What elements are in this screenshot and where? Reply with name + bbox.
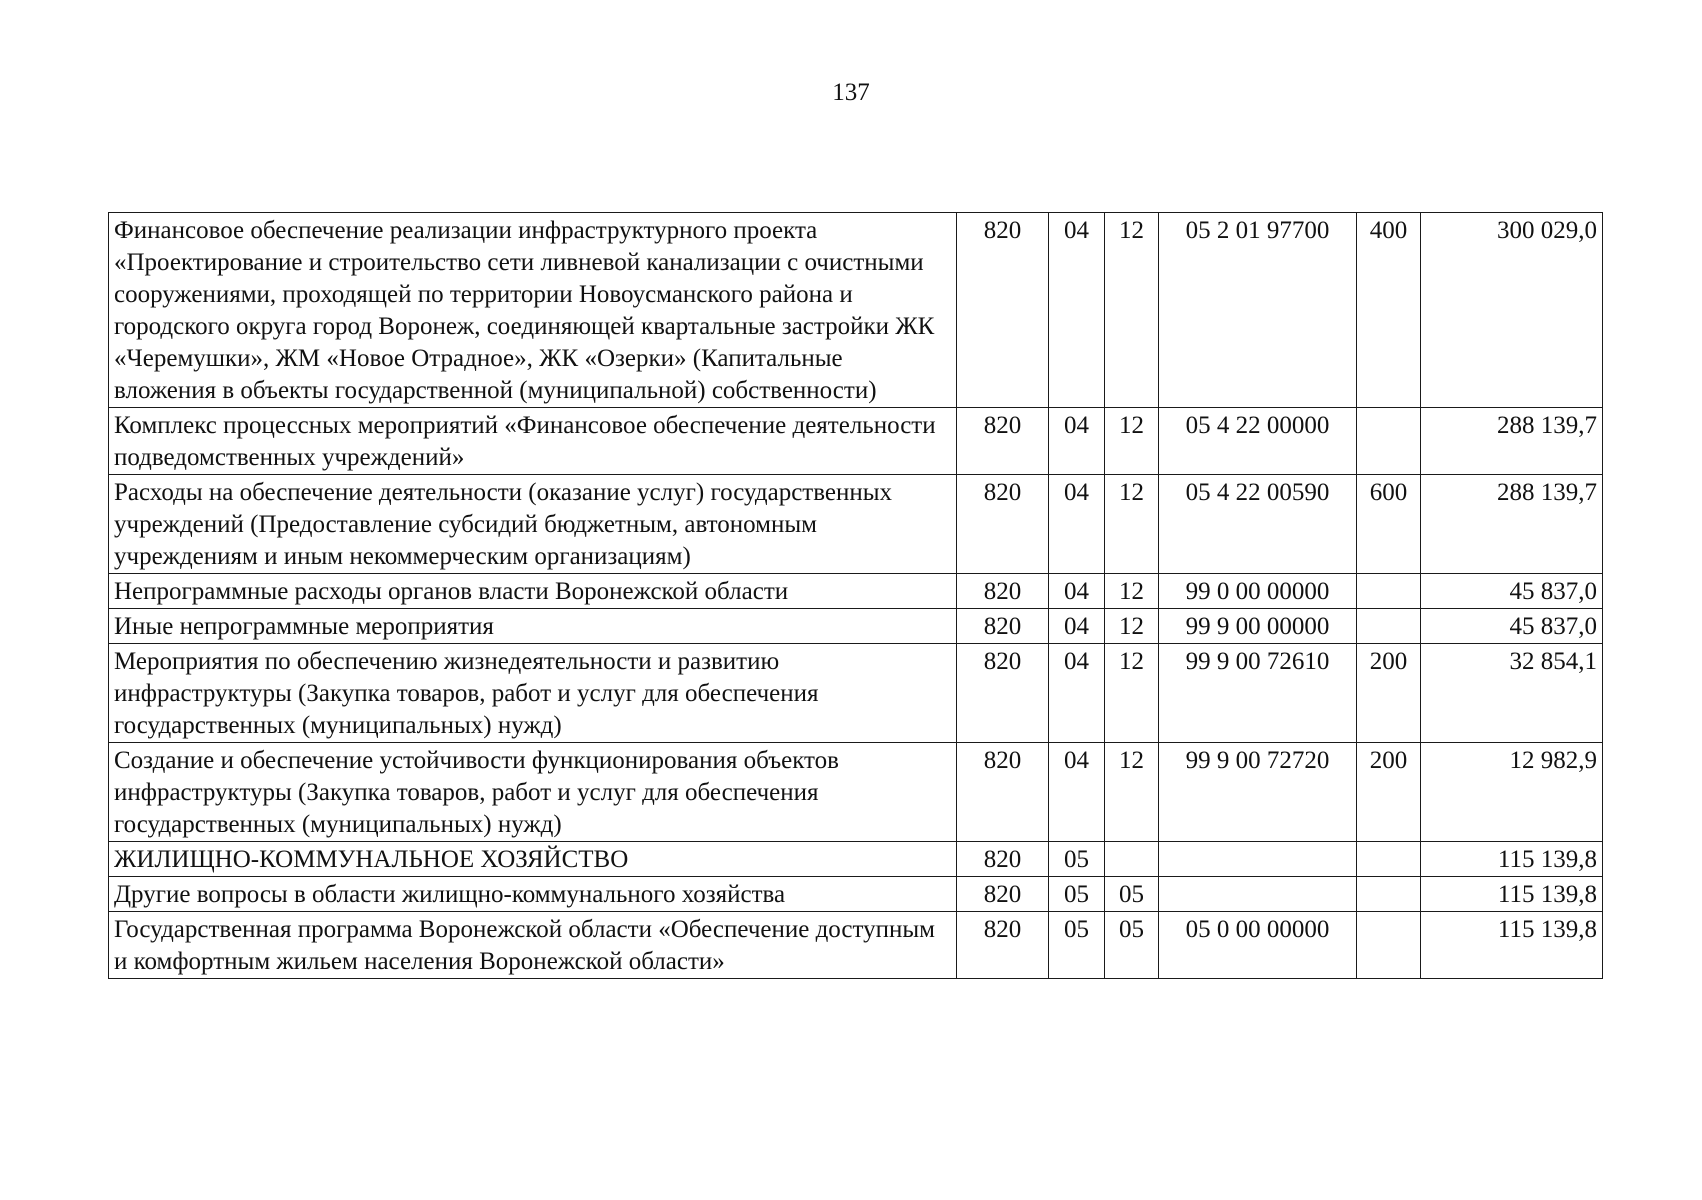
row-section-code: 05: [1049, 842, 1105, 877]
row-name: ЖИЛИЩНО-КОММУНАЛЬНОЕ ХОЗЯЙСТВО: [109, 842, 957, 877]
row-amount: 288 139,7: [1421, 475, 1603, 574]
row-gr-code: 820: [957, 743, 1049, 842]
row-expense-type: [1357, 408, 1421, 475]
row-amount: 115 139,8: [1421, 912, 1603, 979]
row-name: Мероприятия по обеспечению жизнедеятельности и развитию инфраструктуры (Закупка товаров, работ и услуг для обеспечения государственных (муниципальных) нужд): [109, 644, 957, 743]
table-row: [109, 743, 1603, 842]
row-name: Создание и обеспечение устойчивости функционирования объектов инфраструктуры (Закупка товаров, работ и услуг для обеспечения государственных (муниципальных) нужд): [109, 743, 957, 842]
row-target-article: [1159, 842, 1357, 877]
row-subsection-code: 12: [1105, 408, 1159, 475]
row-target-article: 05 4 22 00590: [1159, 475, 1357, 574]
row-subsection-code: 12: [1105, 609, 1159, 644]
row-section-code: 04: [1049, 574, 1105, 609]
row-gr-code: 820: [957, 644, 1049, 743]
row-target-article: 05 4 22 00000: [1159, 408, 1357, 475]
row-expense-type: 200: [1357, 743, 1421, 842]
row-subsection-code: 12: [1105, 574, 1159, 609]
table-row: [109, 609, 1603, 644]
row-subsection-code: 12: [1105, 475, 1159, 574]
table-row: [109, 213, 1603, 408]
row-section-code: 04: [1049, 475, 1105, 574]
row-section-code: 04: [1049, 408, 1105, 475]
row-target-article: 99 9 00 72610: [1159, 644, 1357, 743]
row-name: Другие вопросы в области жилищно-коммунального хозяйства: [109, 877, 957, 912]
row-amount: 45 837,0: [1421, 609, 1603, 644]
row-name: Государственная программа Воронежской области «Обеспечение доступным и комфортным жильем населения Воронежской области»: [109, 912, 957, 979]
row-name: Комплекс процессных мероприятий «Финансовое обеспечение деятельности подведомственных учреждений»: [109, 408, 957, 475]
row-target-article: [1159, 877, 1357, 912]
row-gr-code: 820: [957, 912, 1049, 979]
row-amount: 300 029,0: [1421, 213, 1603, 408]
row-expense-type: 200: [1357, 644, 1421, 743]
row-amount: 45 837,0: [1421, 574, 1603, 609]
row-expense-type: [1357, 842, 1421, 877]
row-expense-type: [1357, 877, 1421, 912]
row-name: Финансовое обеспечение реализации инфраструктурного проекта «Проектирование и строительство сети ливневой канализации с очистными сооружениями, проходящей по территории Новоусманского района и городского округа город Воронеж, соединяющей квартальные застройки ЖК «Черемушки», ЖМ «Новое Отрадное», ЖК «Озерки» (Капитальные вложения в объекты государственной (муниципальной) собственности): [109, 213, 957, 408]
row-name: Непрограммные расходы органов власти Воронежской области: [109, 574, 957, 609]
row-amount: 288 139,7: [1421, 408, 1603, 475]
row-section-code: 04: [1049, 213, 1105, 408]
row-subsection-code: 12: [1105, 743, 1159, 842]
row-section-code: 04: [1049, 644, 1105, 743]
row-target-article: 05 0 00 00000: [1159, 912, 1357, 979]
row-name: Иные непрограммные мероприятия: [109, 609, 957, 644]
row-section-code: 04: [1049, 609, 1105, 644]
row-gr-code: 820: [957, 842, 1049, 877]
row-gr-code: 820: [957, 574, 1049, 609]
page-number: 137: [832, 79, 870, 106]
row-section-code: 05: [1049, 912, 1105, 979]
budget-table: [108, 212, 1603, 979]
row-expense-type: [1357, 609, 1421, 644]
row-section-code: 05: [1049, 877, 1105, 912]
row-subsection-code: [1105, 842, 1159, 877]
table-row: [109, 408, 1603, 475]
row-gr-code: 820: [957, 213, 1049, 408]
table-row: [109, 644, 1603, 743]
row-amount: 115 139,8: [1421, 842, 1603, 877]
table-row: [109, 842, 1603, 877]
row-expense-type: [1357, 912, 1421, 979]
row-target-article: 99 9 00 72720: [1159, 743, 1357, 842]
row-amount: 32 854,1: [1421, 644, 1603, 743]
table-row: [109, 475, 1603, 574]
row-gr-code: 820: [957, 475, 1049, 574]
row-amount: 115 139,8: [1421, 877, 1603, 912]
row-gr-code: 820: [957, 609, 1049, 644]
row-gr-code: 820: [957, 408, 1049, 475]
row-section-code: 04: [1049, 743, 1105, 842]
row-expense-type: 600: [1357, 475, 1421, 574]
row-subsection-code: 12: [1105, 213, 1159, 408]
row-subsection-code: 05: [1105, 912, 1159, 979]
row-target-article: 99 9 00 00000: [1159, 609, 1357, 644]
row-gr-code: 820: [957, 877, 1049, 912]
row-target-article: 99 0 00 00000: [1159, 574, 1357, 609]
table-row: [109, 574, 1603, 609]
row-amount: 12 982,9: [1421, 743, 1603, 842]
row-expense-type: 400: [1357, 213, 1421, 408]
row-expense-type: [1357, 574, 1421, 609]
row-name: Расходы на обеспечение деятельности (оказание услуг) государственных учреждений (Предоставление субсидий бюджетным, автономным учреждениям и иным некоммерческим организациям): [109, 475, 957, 574]
row-subsection-code: 05: [1105, 877, 1159, 912]
table-row: [109, 912, 1603, 979]
row-target-article: 05 2 01 97700: [1159, 213, 1357, 408]
row-subsection-code: 12: [1105, 644, 1159, 743]
table-row: [109, 877, 1603, 912]
